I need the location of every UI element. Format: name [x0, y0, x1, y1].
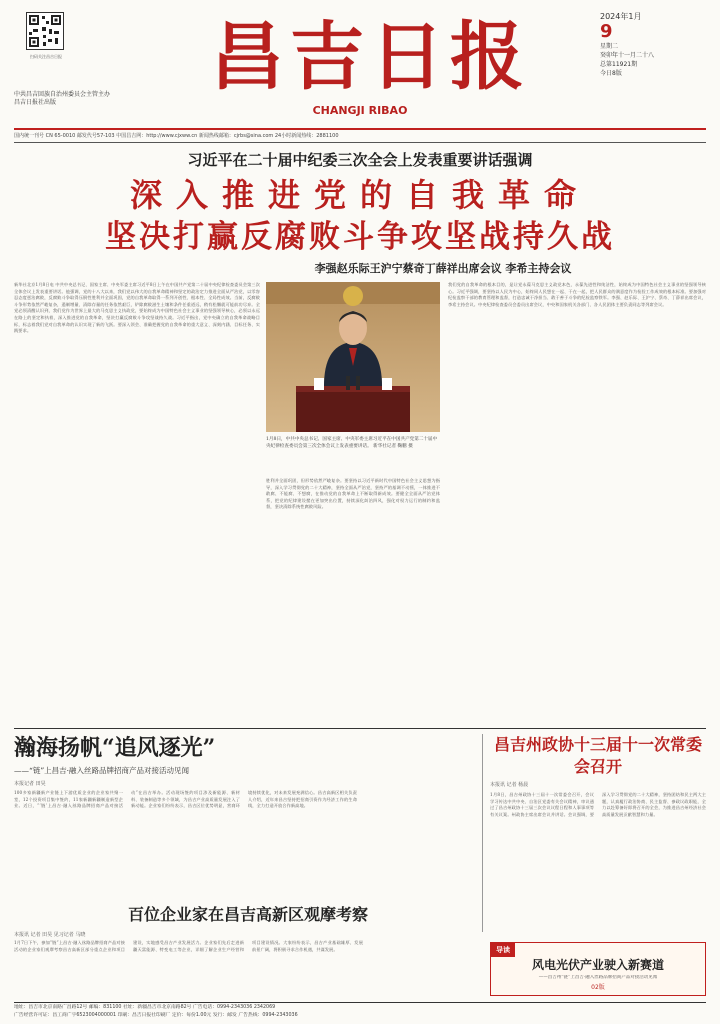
footer-rule — [14, 1002, 706, 1003]
date-year-month: 2024年1月 — [600, 12, 642, 21]
story2-subtitle: ——“链”上昌吉·融入丝路品牌招商产品对接活动见闻 — [14, 766, 190, 775]
masthead-rule — [14, 128, 706, 130]
photo-caption: 1月8日，中共中央总书记、国家主席、中央军委主席习近平在中国共产党第二十届中央纪律检查委员会第三次全体会议上发表重要讲话。 新华社记者 鞠鹏 摄 — [266, 437, 438, 449]
lead-photo — [266, 282, 440, 432]
info-bar-rule — [14, 142, 706, 143]
lunar-date: 癸卯年十一月二十八 — [600, 52, 655, 59]
lead-kicker: 习近平在二十届中纪委三次全会上发表重要讲话强调 — [187, 151, 533, 169]
date-box — [600, 12, 696, 92]
guide-box — [490, 942, 706, 996]
newspaper-pinyin: CHANGJI RIBAO — [312, 104, 408, 117]
guide-subtitle: ——昌吉州“链”上昌吉·融入丝路品牌招商产品对接活动见闻 — [538, 975, 658, 980]
newspaper-title: 昌吉日报 — [210, 14, 530, 100]
lead-headline-1: 深入推进党的自我革命 — [129, 176, 590, 214]
story3-byline: 本报讯 记者 杨晨 — [490, 782, 529, 788]
publisher-line-1: 中共昌吉回族自治州委员会主管主办 — [14, 91, 111, 98]
guide-tag: 导读 — [491, 943, 515, 957]
info-bar: 国内统一刊号 CN 65-0010 邮发代号57-103 中国昌吉网：http://www.cjxww.cn 新闻热线邮箱：cjrbs@sina.com 24小时新闻热线：2881100 — [14, 133, 339, 139]
story3-body: 1月8日，昌吉州政协十三届十一次常委会召开，会议学习传达中共中央、自治区党委有关会议精神，审议通过了昌吉州政协十三届三次会议议程日程和人事事项等有关议案。州政协主席出席会议并讲话。会议强调，要深入学习贯彻党的二十大精神，坚持团结和民主两大主题，认真履行政治协商、民主监督、参政议政职能，全力以赴筹备好即将召开的全会，为推进昌吉州经济社会高质量发展贡献智慧和力量。 — [490, 792, 706, 817]
qr-code-icon — [26, 12, 64, 50]
lead-headline-2: 坚决打赢反腐败斗争攻坚战持久战 — [105, 219, 615, 255]
guide-title: 风电光伏产业驶入新赛道 — [531, 958, 664, 972]
publisher-line-2: 昌吉日报社出版 — [14, 99, 57, 106]
story3-title: 昌吉州政协十三届十一次常委会召开 — [493, 735, 702, 776]
lead-body-left: 新华社北京1月8日电 中共中央总书记、国家主席、中央军委主席习近平8日上午在中国共产党第二十届中央纪律检查委员会第三次全体会议上发表重要讲话。他强调，党的十八大以来，我们党以伟大的自我革命精神和坚定的政治定力推进全面从严治党，以零容忍态度惩治腐败，反腐败斗争取得压倒性胜利并全面巩固，党的自我革命取得一系列开创性、根本性、全局性成效。当前，反腐败斗争形势依然严峻复杂，遏制增量、清除存量的任务依然艰巨，铲除腐败滋生土壤和条件任重道远，稍有松懈就可能前功尽弃。全党必须清醒认识到，我们党作为世界上最大的马克思主义执政党，要始终成为中国特色社会主义事业的坚强领导核心，必须以永远在路上的坚定和执着，深入推进党的自我革命，坚决打赢反腐败斗争攻坚战持久战。习近平指出，党中央确立的自我革命战略目标，标志着我们党对自我革命的认识实现了新的飞跃。要深入领会、准确把握党的自我革命的重大意义、深刻内涵、目标任务、实践要求。 — [14, 282, 260, 334]
footer-line-2: 广告经营许可证：昌工商广字6523004000001 印刷：昌吉日报社印刷厂 定价：每份1.00元 发行：邮发 广告热线：0994-2343036 — [14, 1013, 298, 1018]
story4-byline: 本报讯 记者 田昊 见习记者 马晓 — [14, 932, 86, 938]
story2-body: 100多家新疆新产业链上下游优质企业的企业家共聚一堂，12个投资项目集中签约，11家新疆新疆制造新型企业。近日，“‘链’上昌吉·融入丝路品牌招商产品对接活动”在昌吉举办。活动现场签约项目涉及新能源、新材料、装备制造等多个领域，为昌吉产业高质量发展注入了新动能。企业家们纷纷表示，昌吉区位优势明显，营商环境持续优化，对未来发展充满信心。昌吉高新区相关负责人介绍，近年来昌吉坚持把招商引资作为经济工作的生命线，全力打造开放合作新高地。 — [14, 790, 357, 809]
lead-body-right: 我们党的自我革命的根本目的，是让党永葆马克思主义政党本色，永葆先进性和纯洁性，始终成为中国特色社会主义事业的坚强领导核心。习近平强调，要坚持以人民为中心，始终同人民想在一起、干在一起，把人民群众的满意度作为检验工作成效的根本标准。要加强对纪检监察干部的教育管理和监督，打造忠诚干净担当、敢于善于斗争的纪检监察铁军。李强、赵乐际、王沪宁、蔡奇、丁薛祥出席会议，李希主持会议。中央纪律检查委员会委员出席会议，中央和国家机关各部门、各人民团体主要负责同志等列席会议。 — [448, 282, 706, 307]
page-count: 今日8版 — [600, 70, 622, 77]
guide-page: 02版 — [591, 984, 605, 991]
lead-subline: 李强赵乐际王沪宁蔡奇丁薛祥出席会议 李希主持会议 — [314, 262, 572, 275]
story4-body: 1月7日下午，参加“链”上昌吉·融入丝路品牌招商产品对接活动的企业家们观摩考察昌吉高新区部分重点企业和项目建设，实地感受昌吉产业发展活力。企业家们先后走进新疆天富能源、特变电工等企业，详细了解企业生产经营和项目建设情况。大家纷纷表示，昌吉产业基础雄厚、发展前景广阔，将积极寻求合作机遇，共谋发展。 — [14, 940, 363, 952]
lead-body-mid: 胜利并全面巩固，但形势依然严峻复杂。要坚持以习近平新时代中国特色社会主义思想为指导，深入学习贯彻党的二十大精神，坚持全面从严治党，坚持严的基调不动摇，一体推进不敢腐、不能腐、不想腐，在推动党的自我革命上不断取得新成效。要健全全面从严治党体系，把党的纪律建设摆在更加突出位置，持续深化纠治四风，强化对权力运行的制约和监督，坚决清除系统性腐败风险。 — [266, 478, 440, 510]
date-day: 9 — [600, 21, 613, 42]
story-divider — [482, 734, 483, 932]
story2-title: 瀚海扬帆“追风逐光” — [14, 735, 216, 761]
qr-caption: 扫码关注昌吉日报 — [30, 54, 62, 59]
story4-title: 百位企业家在昌吉高新区观摩考察 — [127, 905, 368, 924]
section-divider — [14, 728, 706, 729]
weekday: 星期二 — [600, 43, 619, 50]
masthead — [0, 0, 720, 160]
footer-line-1: 地址：昌吉市北京南路广昌路12号 邮编：831100 社址：新疆昌吉市北京南路82号 广告电话：0994-2343036 2342069 — [14, 1005, 276, 1010]
story2-byline: 本报记者 田昊 — [14, 781, 46, 787]
issue-total: 总第11921期 — [600, 61, 638, 68]
